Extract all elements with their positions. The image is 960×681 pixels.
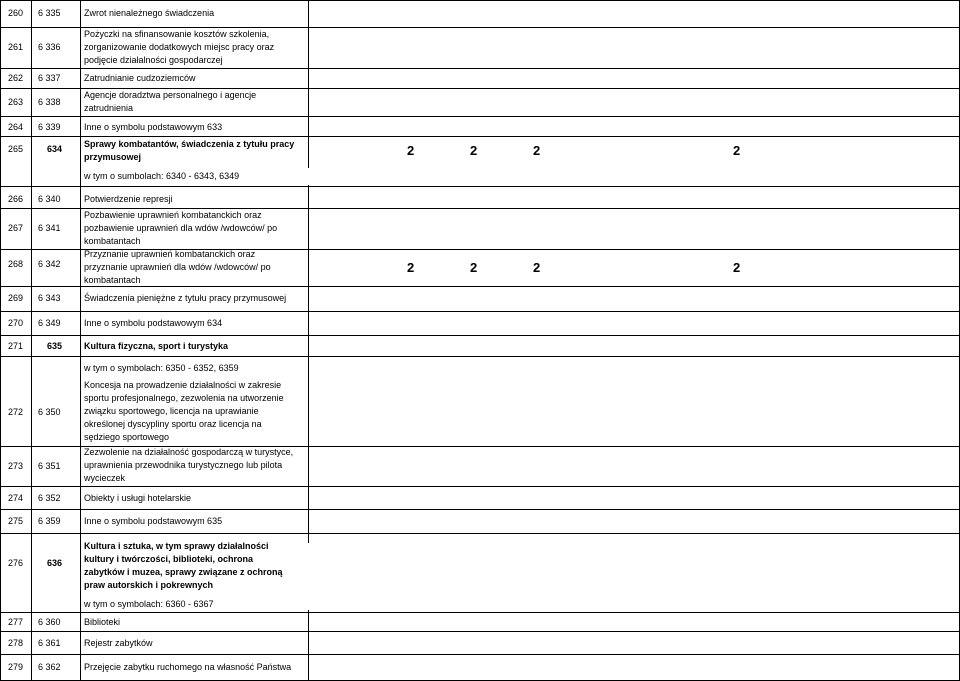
row-lp: 264 (8, 122, 24, 132)
row-lp: 272 (8, 407, 24, 417)
count-value: 2 (733, 260, 741, 275)
grid-line (80, 0, 81, 681)
row-text: Pozbawienie uprawnień kombatanckich oraz pozbawienie uprawnień dla wdów /wdowców/ po kombatantach (84, 210, 278, 246)
row-lp: 260 (8, 8, 24, 18)
row-text: Pożyczki na sfinansowanie kosztów szkolenia, zorganizowanie dodatkowych miejsc pracy oraz podjęcie działalności gospodarczej (84, 29, 275, 65)
row-code: 6 362 (38, 662, 61, 672)
row-code: 6 351 (38, 461, 61, 471)
row-code: 6 343 (38, 293, 61, 303)
grid-line (0, 0, 1, 681)
row-text: Zwrot nienależnego świadczenia (84, 8, 215, 18)
count-value: 2 (733, 143, 741, 158)
grid-line (0, 116, 960, 117)
count-value: 2 (407, 260, 415, 275)
row-text: Agencje doradztwa personalnego i agencje zatrudnienia (84, 90, 257, 113)
row-lp: 271 (8, 341, 24, 351)
row-lp: 267 (8, 223, 24, 233)
grid-line (0, 335, 960, 336)
row-text: Obiekty i usługi hotelarskie (84, 493, 192, 503)
row-text: Potwierdzenie represji (84, 194, 173, 204)
count-value: 2 (533, 143, 541, 158)
grid-line (308, 185, 309, 543)
row-lp: 277 (8, 617, 24, 627)
row-lp: 263 (8, 97, 24, 107)
row-lp: 269 (8, 293, 24, 303)
grid-line (0, 533, 960, 534)
count-value: 2 (533, 260, 541, 275)
row-text: Zatrudnianie cudzoziemców (84, 73, 196, 83)
group-note: w tym o symbolach: 6360 - 6367 (84, 599, 214, 609)
row-lp: 275 (8, 516, 24, 526)
row-lp: 268 (8, 259, 24, 269)
grid-line (0, 612, 960, 613)
grid-line (308, 0, 309, 168)
row-code: 6 349 (38, 318, 61, 328)
row-lp: 279 (8, 662, 24, 672)
row-lp: 276 (8, 558, 24, 568)
grid-line (0, 311, 960, 312)
row-lp: 266 (8, 194, 24, 204)
count-value: 2 (407, 143, 415, 158)
row-code: 6 336 (38, 42, 61, 52)
grid-line (0, 654, 960, 655)
grid-line (0, 68, 960, 69)
row-lp: 278 (8, 638, 24, 648)
row-text: Zezwolenie na działalność gospodarczą w turystyce, uprawnienia przewodnika turystycznego lub pilota wycieczek (84, 447, 294, 483)
grid-line (0, 509, 960, 510)
row-code: 634 (47, 144, 63, 154)
row-text: Kultura fizyczna, sport i turystyka (84, 341, 229, 351)
group-note: w tym o sumbolach: 6340 - 6343, 6349 (84, 171, 240, 181)
row-text: Biblioteki (84, 617, 121, 627)
grid-line (0, 0, 960, 1)
row-text: Przejęcie zabytku ruchomego na własność Państwa (84, 662, 292, 672)
row-code: 635 (47, 341, 63, 351)
row-text: Świadczenia pieniężne z tytułu pracy przymusowej (84, 293, 287, 303)
row-code: 6 360 (38, 617, 61, 627)
row-text: Sprawy kombatantów, świadczenia z tytułu pracy przymusowej (84, 139, 295, 162)
row-code: 6 352 (38, 493, 61, 503)
row-lp: 261 (8, 42, 24, 52)
row-text: Inne o symbolu podstawowym 633 (84, 122, 223, 132)
group-note: w tym o symbolach: 6350 - 6352, 6359 (84, 363, 239, 373)
row-lp: 273 (8, 461, 24, 471)
row-code: 6 361 (38, 638, 61, 648)
row-code: 6 359 (38, 516, 61, 526)
row-code: 6 350 (38, 407, 61, 417)
row-code: 6 339 (38, 122, 61, 132)
row-text: Inne o symbolu podstawowym 634 (84, 318, 223, 328)
grid-line (31, 0, 32, 681)
row-text: Inne o symbolu podstawowym 635 (84, 516, 223, 526)
row-code: 6 338 (38, 97, 61, 107)
grid-line (308, 610, 309, 681)
row-code: 6 335 (38, 8, 61, 18)
row-lp: 274 (8, 493, 24, 503)
row-lp: 262 (8, 73, 24, 83)
row-lp: 265 (8, 144, 24, 154)
row-text: Koncesja na prowadzenie działalności w zakresie sportu profesjonalnego, zezwolenia na utworzenie związku sportowego, licencja na uprawianie określonej dyscypliny sportu oraz licencja na sędziego sportowego (84, 380, 284, 442)
count-value: 2 (470, 260, 478, 275)
grid-line (0, 136, 960, 137)
row-text: Rejestr zabytków (84, 638, 153, 648)
grid-line (0, 486, 960, 487)
row-text: Kultura i sztuka, w tym sprawy działalności kultury i twórczości, biblioteki, ochrona zabytków i muzea, sprawy związane z ochroną praw autorskich i pokrewnych (84, 541, 283, 590)
row-code: 6 340 (38, 194, 61, 204)
grid-line (0, 356, 960, 357)
grid-line (0, 186, 960, 187)
row-code: 6 341 (38, 223, 61, 233)
row-code: 6 337 (38, 73, 61, 83)
row-code: 636 (47, 558, 63, 568)
count-value: 2 (470, 143, 478, 158)
row-lp: 270 (8, 318, 24, 328)
row-code: 6 342 (38, 259, 61, 269)
grid-line (0, 631, 960, 632)
row-text: Przyznanie uprawnień kombatanckich oraz przyznanie uprawnień dla wdów /wdowców/ po kombatantach (84, 249, 271, 285)
